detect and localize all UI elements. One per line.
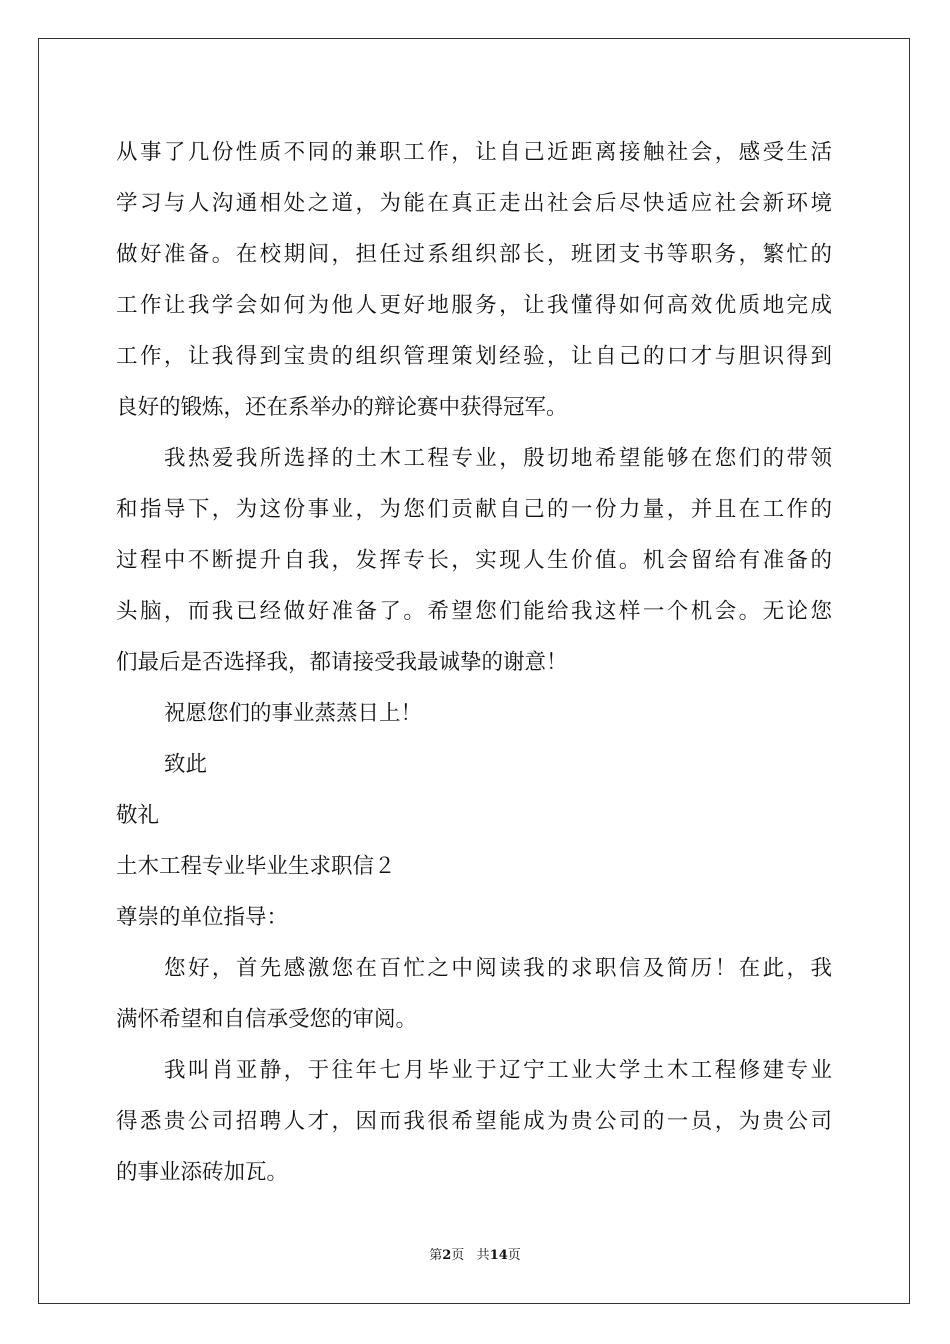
- text-line: 我热爱我所选择的土木工程专业，殷切地希望能够在您们的带领: [164, 446, 832, 471]
- footer-page-suffix: 页: [451, 1248, 465, 1263]
- text-line: 得悉贵公司招聘人才，因而我很希望能成为贵公司的一员，为贵公司: [116, 1109, 832, 1134]
- text-line: 致此: [164, 752, 208, 777]
- text-line: 过程中不断提升自我，发挥专长，实现人生价值。机会留给有准备的: [116, 548, 832, 573]
- text-line: 做好准备。在校期间，担任过系组织部长，班团支书等职务，繁忙的: [116, 242, 832, 267]
- letter-body: [116, 127, 832, 1198]
- text-line: 们最后是否选择我，都请接受我最诚挚的谢意！: [116, 650, 568, 675]
- text-line: 头脑，而我已经做好准备了。希望您们能给我这样一个机会。无论您: [116, 599, 832, 624]
- text-line: 工作，让我得到宝贵的组织管理策划经验，让自己的口才与胆识得到: [116, 344, 832, 369]
- text-line: 和指导下，为这份事业，为您们贡献自己的一份力量，并且在工作的: [116, 497, 832, 522]
- text-line: 敬礼: [116, 803, 160, 828]
- section-title: 土木工程专业毕业生求职信２: [116, 854, 396, 879]
- text-line: 学习与人沟通相处之道，为能在真正走出社会后尽快适应社会新环境: [116, 191, 832, 216]
- footer-total-suffix: 页: [507, 1248, 521, 1263]
- text-line: 祝愿您们的事业蒸蒸日上！: [164, 701, 423, 726]
- footer-page-number: 2: [442, 1248, 452, 1263]
- footer-prefix: 第: [429, 1248, 443, 1263]
- text-line: 的事业添砖加瓦。: [116, 1160, 289, 1185]
- page-footer: [0, 1244, 950, 1263]
- footer-total-prefix: 共: [476, 1248, 490, 1263]
- text-line: 我叫肖亚静，于往年七月毕业于辽宁工业大学土木工程修建专业: [164, 1058, 832, 1083]
- salutation: 尊崇的单位指导：: [116, 905, 289, 930]
- text-line: 工作让我学会如何为他人更好地服务，让我懂得如何高效优质地完成: [116, 293, 832, 318]
- text-line: 从事了几份性质不同的兼职工作，让自己近距离接触社会，感受生活: [116, 140, 832, 165]
- text-line: 您好，首先感激您在百忙之中阅读我的求职信及简历！在此，我: [164, 956, 832, 981]
- text-line: 满怀希望和自信承受您的审阅。: [116, 1007, 418, 1032]
- footer-total-pages: 14: [489, 1248, 508, 1263]
- text-line: 良好的锻炼，还在系举办的辩论赛中获得冠军。: [116, 395, 568, 420]
